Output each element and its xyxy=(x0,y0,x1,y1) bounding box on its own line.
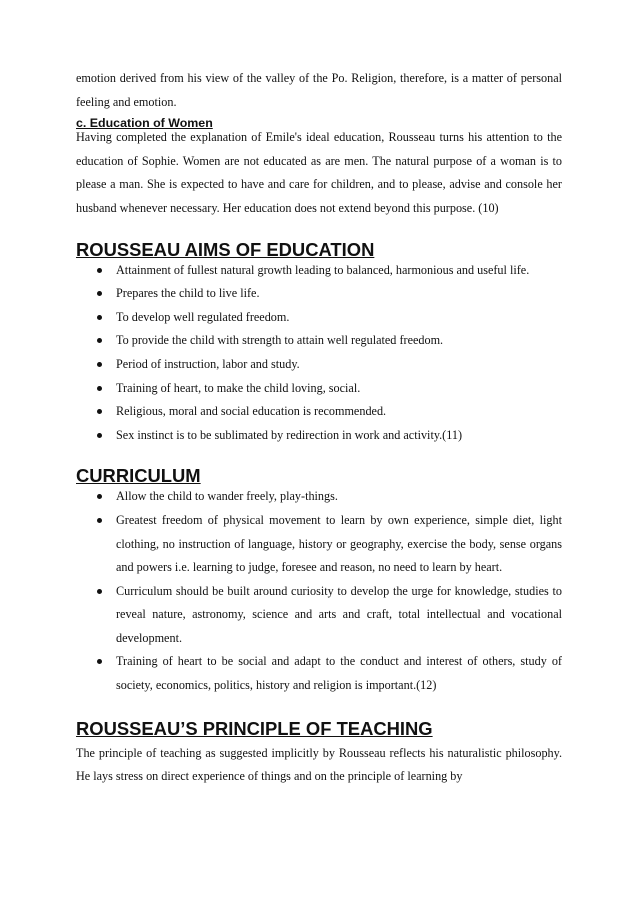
curriculum-list xyxy=(76,485,562,697)
list-item: Training of heart to be social and adapt to the conduct and interest of others, study of society, economics, politics, history and religion is important.(12) xyxy=(76,650,562,697)
list-item: Prepares the child to live life. xyxy=(76,282,562,306)
list-item: Period of instruction, labor and study. xyxy=(76,353,562,377)
document-page xyxy=(76,67,562,789)
list-item: Religious, moral and social education is recommended. xyxy=(76,400,562,424)
list-item: Allow the child to wander freely, play-things. xyxy=(76,485,562,509)
bullet-icon xyxy=(97,409,102,414)
list-item: Greatest freedom of physical movement to learn by own experience, simple diet, light clothing, no instruction of language, history or geography, exercise the body, sense organs and powers i.e. learning to judge, foresee and reason, no need to learn by heart. xyxy=(76,509,562,580)
bullet-icon xyxy=(97,291,102,296)
intro-paragraph: emotion derived from his view of the valley of the Po. Religion, therefore, is a matter of personal feeling and emotion. xyxy=(76,71,562,109)
education-of-women-paragraph: Having completed the explanation of Emile's ideal education, Rousseau turns his attention to the education of Sophie. Women are not educated as are men. The natural purpose of a woman is to please a man. She is expected to have and care for children, and to please, advise and console her husband whenever necessary. Her education does not extend beyond this purpose. (10) xyxy=(76,130,562,215)
bullet-icon xyxy=(97,518,102,523)
list-item: Sex instinct is to be sublimated by redirection in work and activity.(11) xyxy=(76,424,562,448)
aims-heading: ROUSSEAU AIMS OF EDUCATION xyxy=(76,238,375,260)
list-item: Training of heart, to make the child loving, social. xyxy=(76,377,562,401)
list-item: Curriculum should be built around curiosity to develop the urge for knowledge, studies to reveal nature, astronomy, science and arts and craft, total intellectual and vocational development. xyxy=(76,580,562,651)
bullet-icon xyxy=(97,433,102,438)
teaching-paragraph: The principle of teaching as suggested implicitly by Rousseau reflects his naturalistic philosophy. He lays stress on direct experience of things and on the principle of learning by xyxy=(76,745,562,784)
bullet-icon xyxy=(97,338,102,343)
bullet-icon xyxy=(97,589,102,594)
aims-list xyxy=(76,259,562,448)
list-item: To provide the child with strength to attain well regulated freedom. xyxy=(76,329,562,353)
bullet-icon xyxy=(97,386,102,391)
bullet-icon xyxy=(97,362,102,367)
bullet-icon xyxy=(97,659,102,664)
curriculum-heading: CURRICULUM xyxy=(76,465,201,487)
bullet-icon xyxy=(97,315,102,320)
list-item: To develop well regulated freedom. xyxy=(76,306,562,330)
bullet-icon xyxy=(97,268,102,273)
teaching-heading: ROUSSEAU’S PRINCIPLE OF TEACHING xyxy=(76,717,433,739)
education-of-women-subheading: c. Education of Women xyxy=(76,116,213,131)
list-item: Attainment of fullest natural growth leading to balanced, harmonious and useful life. xyxy=(76,259,562,283)
bullet-icon xyxy=(97,494,102,499)
